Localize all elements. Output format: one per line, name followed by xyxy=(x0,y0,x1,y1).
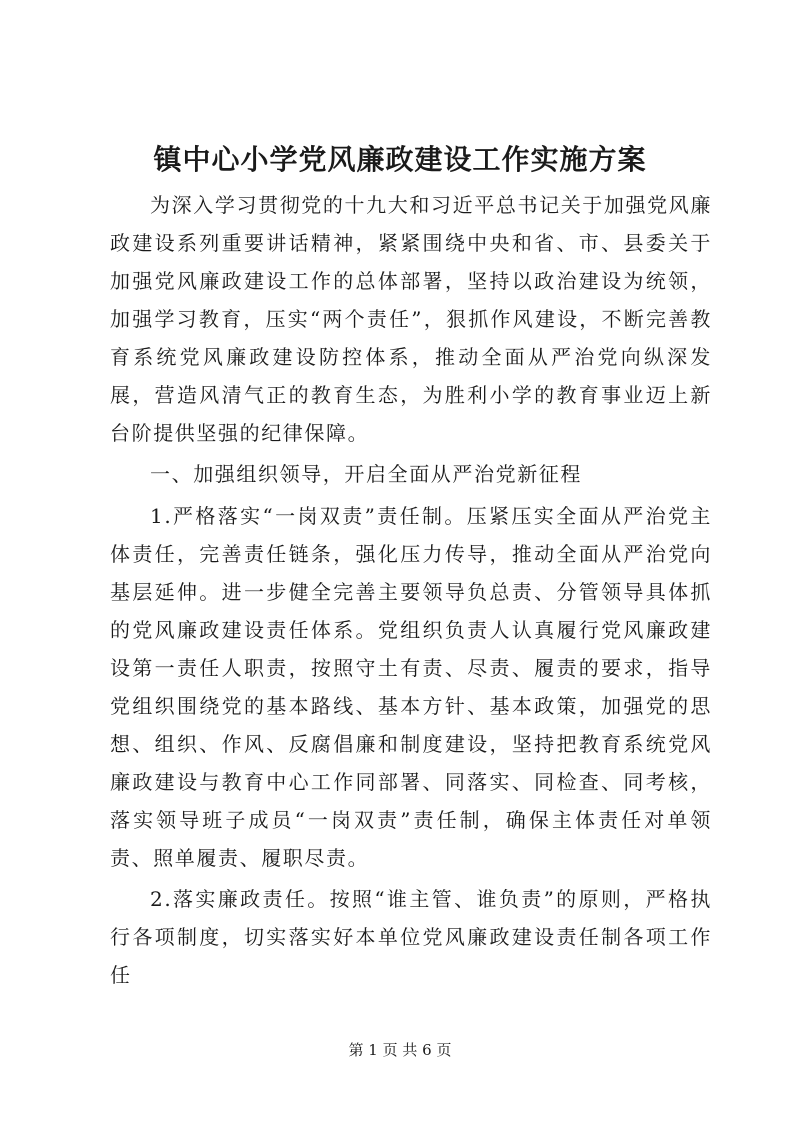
intro-paragraph: 为深入学习贯彻党的十九大和习近平总书记关于加强党风廉政建设系列重要讲话精神，紧紧围绕中央和省、市、县委关于加强党风廉政建设工作的总体部署，坚持以政治建设为统领，加强学习教育，压实“两个责任”，狠抓作风建设，不断完善教育系统党风廉政建设防控体系，推动全面从严治党向纵深发展，营造风清气正的教育生态，为胜利小学的教育事业迈上新台阶提供坚强的纪律保障。 xyxy=(110,193,712,445)
item-2-paragraph: 2.落实廉政责任。按照“谁主管、谁负责”的原则，严格执行各项制度，切实落实好本单位党风廉政建设责任制各项工作任 xyxy=(110,887,712,987)
item-1-paragraph: 1.严格落实“一岗双责”责任制。压紧压实全面从严治党主体责任，完善责任链条，强化压力传导，推动全面从严治党向基层延伸。进一步健全完善主要领导负总责、分管领导具体抓的党风廉政建设责任体系。党组织负责人认真履行党风廉政建设第一责任人职责，按照守土有责、尽责、履责的要求，指导党组织围绕党的基本路线、基本方针、基本政策，加强党的思想、组织、作风、反腐倡廉和制度建设，坚持把教育系统党风廉政建设与教育中心工作同部署、同落实、同检查、同考核，落实领导班子成员“一岗双责”责任制，确保主体责任对单领责、照单履责、履职尽责。 xyxy=(110,504,712,870)
section-heading: 一、加强组织领导，开启全面从严治党新征程 xyxy=(150,462,582,486)
document-body xyxy=(110,186,712,997)
page-title: 镇中心小学党风廉政建设工作实施方案 xyxy=(153,143,647,176)
page-number: 第 1 页 共 6 页 xyxy=(348,1041,452,1059)
